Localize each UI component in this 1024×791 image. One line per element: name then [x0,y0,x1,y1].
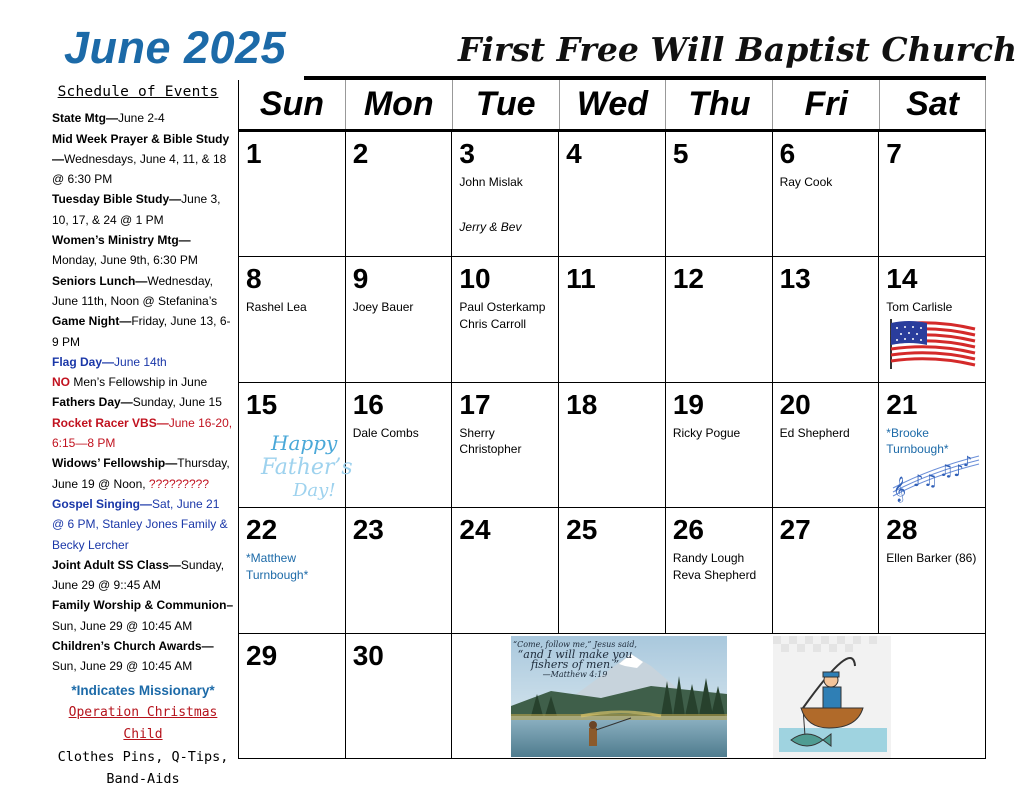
svg-text:♫♪: ♫♪ [939,461,964,481]
day-number: 9 [352,263,369,295]
day-number: 25 [566,514,598,546]
birthday-note: Dale Combs [352,425,419,440]
schedule-event: Joint Adult SS Class—Sunday, June 29 @ 9::45 AM [52,557,225,593]
event-list [52,108,234,676]
schedule-sidebar [52,82,234,790]
day-header-sun: Sun [238,80,345,129]
day-header-thu: Thu [665,80,772,129]
day-number: 7 [886,138,902,169]
svg-text:♪: ♪ [963,454,973,471]
music-notes-image [891,448,981,503]
empty-cell [879,634,986,759]
poster-quote: “Come, follow me,” Jesus said, “and I will make you fishers of men.” —Matthew 4:19 [513,640,637,679]
fishers-of-men-image [511,636,727,757]
schedule-event: State Mtg—June 2-4 [52,111,165,126]
schedule-event: Children’s Church Awards—Sun, June 29 @ 10:45 AM [52,639,214,674]
occ-title: Operation Christmas Child [68,704,218,742]
birthday-note: Ed Shepherd [779,425,850,440]
day-number: 13 [779,263,811,295]
day-number: 22 [246,514,278,546]
church-name: First Free Will Baptist Church [458,30,1018,69]
birthday-note: Tom Carlisle [886,300,953,315]
day-cell [239,132,346,257]
day-cell [559,383,666,508]
missionary-birthday-note: *Matthew Turnbough* [246,551,309,582]
day-number: 27 [779,514,811,546]
day-number: 29 [246,639,278,671]
day-number: 2 [352,138,369,169]
day-cell [452,383,559,508]
day-cell [452,132,559,257]
day-cell [879,383,986,508]
day-number: 14 [886,263,918,295]
day-cell [559,257,666,382]
day-cell [346,257,453,382]
day-number: 26 [672,514,704,546]
svg-text:Father’s: Father’s [261,454,353,480]
day-cell [239,508,346,633]
day-cell [346,132,453,257]
day-cell [346,508,453,633]
schedule-event: NO Men’s Fellowship in June [52,375,208,390]
day-cell [239,634,346,759]
day-header-mon: Mon [345,80,452,129]
day-cell [773,383,880,508]
month-title: June 2025 [64,22,287,73]
svg-text:𝄞: 𝄞 [893,477,907,503]
day-number: 15 [246,388,278,420]
svg-text:Day!: Day! [293,479,336,501]
day-number: 24 [459,514,491,546]
day-cell [239,257,346,382]
day-cell [346,634,453,759]
day-number: 21 [886,388,918,420]
missionary-note: *Indicates Missionary* [71,682,215,698]
day-cell [666,257,773,382]
day-cell [879,508,986,633]
day-number: 30 [352,639,384,671]
happy-fathers-day-image [261,428,353,511]
day-header-sat: Sat [879,80,986,129]
schedule-event: Tuesday Bible Study—June 3, 10, 17, & 24 @ 1 PM [52,192,221,227]
birthday-note: Randy Lough Reva Shepherd [672,551,757,582]
schedule-event: Mid Week Prayer & Bible Study—Wednesdays, June 4, 11, & 18 @ 6:30 PM [52,131,230,187]
day-number: 8 [246,263,262,295]
day-cell [773,257,880,382]
birthday-note: Joey Bauer [352,300,414,315]
day-cell [773,508,880,633]
schedule-event: Seniors Lunch—Wednesday, June 11th, Noon @ Stefanina’s [52,273,218,308]
missionary-birthday-note: *Brooke Turnbough* [886,425,949,457]
schedule-event: Women’s Ministry Mtg—Monday, June 9th, 6:30 PM [52,233,198,268]
day-number: 28 [886,514,918,546]
day-cell [559,132,666,257]
day-cell [452,508,559,633]
day-cell [879,257,986,382]
day-number: 12 [672,263,704,295]
day-number: 16 [352,388,384,420]
day-number: 20 [779,388,811,420]
day-number: 10 [459,263,491,295]
birthday-note: Ricky Pogue [672,425,741,440]
day-number: 18 [566,388,598,420]
day-cell [239,383,353,508]
day-number: 4 [566,138,582,169]
schedule-event: Gospel Singing—Sat, June 21 @ 6 PM, Stanley Jones Family & Becky Lercher [52,496,228,552]
birthday-note: Ray Cook [779,175,833,189]
day-number: 3 [459,138,475,169]
day-header-wed: Wed [559,80,666,129]
day-number: 17 [459,388,491,420]
schedule-event: Flag Day—June 14th [52,354,167,369]
day-cell [666,132,773,257]
day-number: 6 [779,138,796,169]
birthday-note: Rashel Lea [246,300,307,315]
day-cell [666,508,773,633]
day-number: 5 [672,138,689,169]
day-cell [773,132,880,257]
schedule-event: Rocket Racer VBS—June 16-20, 6:15—8 PM [52,415,233,451]
day-number: 11 [566,263,596,295]
svg-text:Happy: Happy [271,430,338,455]
schedule-title: Schedule of Events [57,84,219,100]
fisherman-cartoon-image [773,636,891,758]
day-cell [346,383,453,508]
us-flag-image [887,315,979,376]
svg-text:♪♫: ♪♫ [913,471,938,491]
day-of-week-header [238,80,986,132]
schedule-event: Widows’ Fellowship—Thursday, June 19 @ Noon, ????????? [52,456,230,491]
day-cell [666,383,773,508]
day-header-tue: Tue [452,80,559,129]
birthday-note: John Mislak [459,175,523,189]
birthday-note: Paul Osterkamp Chris Carroll [459,300,546,331]
day-cell [559,508,666,633]
occ-items: Clothes Pins, Q-Tips, Band-Aids [57,748,229,787]
schedule-event: Family Worship & Communion–Sun, June 29 @ 10:45 AM [52,598,234,633]
anniversary-note: Jerry & Bev [459,219,522,234]
day-number: 1 [246,138,262,169]
day-cell [879,132,986,257]
day-cell [452,257,559,382]
schedule-event: Game Night—Friday, June 13, 6-9 PM [52,314,231,349]
day-number: 19 [672,388,704,420]
day-header-fri: Fri [772,80,879,129]
schedule-event: Fathers Day—Sunday, June 15 [52,395,222,410]
birthday-note: Sherry Christopher [459,425,522,457]
birthday-note: Ellen Barker (86) [886,551,977,566]
day-number: 23 [352,514,384,546]
